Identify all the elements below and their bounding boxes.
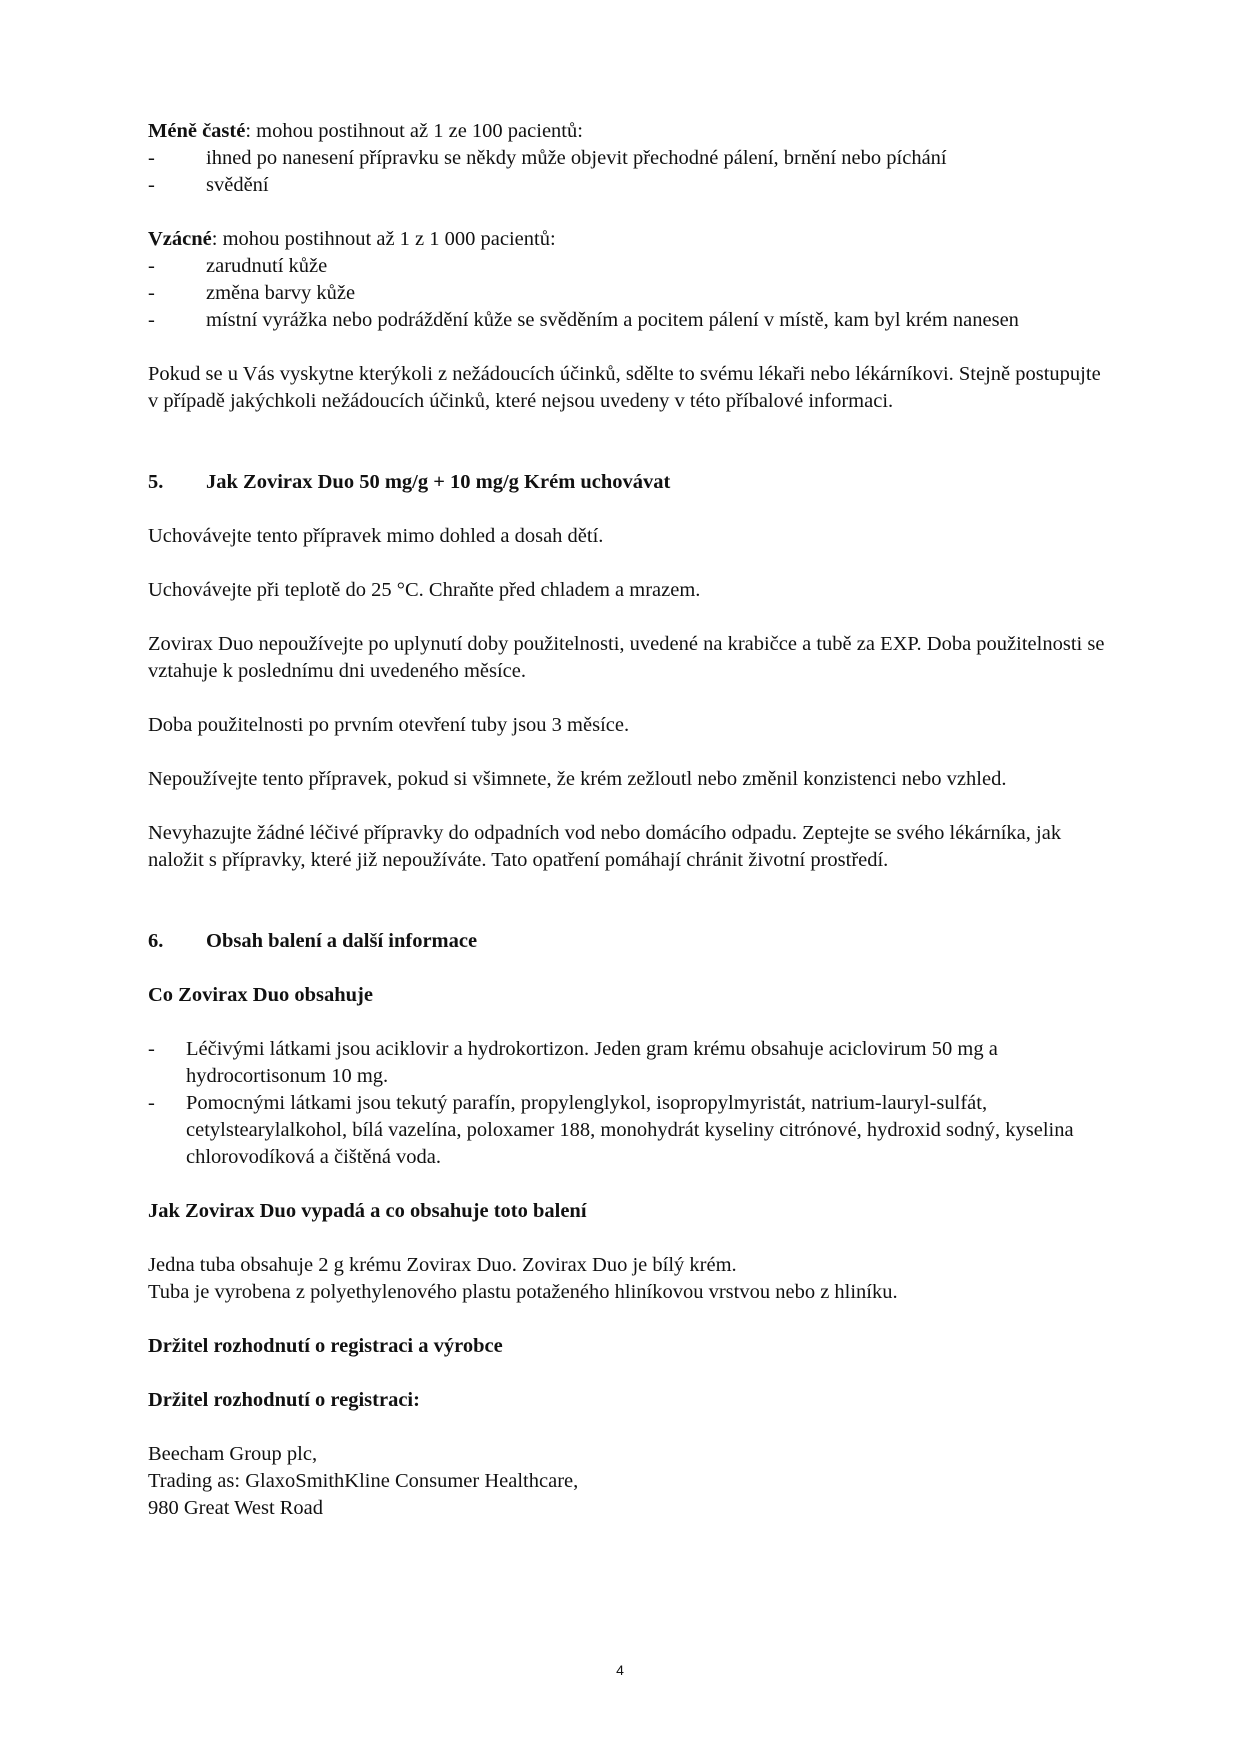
contents-heading: Co Zovirax Duo obsahuje: [148, 984, 373, 1006]
section5-heading: [148, 469, 1108, 496]
rare-text: : mohou postihnout až 1 z 1 000 pacientů:: [211, 228, 556, 250]
list-item-text: ihned po nanesení přípravku se někdy může objevit přechodné pálení, brnění nebo píchání: [206, 147, 947, 169]
section5-title: Jak Zovirax Duo 50 mg/g + 10 mg/g Krém uchovávat: [206, 471, 671, 493]
appearance-line: Jedna tuba obsahuje 2 g krému Zovirax Duo. Zovirax Duo je bílý krém.: [148, 1254, 737, 1276]
list-item: [148, 253, 1108, 280]
list-item-text: změna barvy kůže: [206, 282, 356, 304]
address-line: Beecham Group plc,: [148, 1443, 318, 1465]
page-number: 4: [616, 1662, 624, 1678]
appearance-heading: Jak Zovirax Duo vypadá a co obsahuje toto balení: [148, 1200, 587, 1222]
paragraph: Uchovávejte při teplotě do 25 °C. Chraňte před chladem a mrazem.: [148, 579, 701, 601]
appearance-line: Tuba je vyrobena z polyethylenového plastu potaženého hliníkovou vrstvou nebo z hliníku.: [148, 1281, 898, 1303]
section6-title: Obsah balení a další informace: [206, 930, 478, 952]
holder-subheading: Držitel rozhodnutí o registraci:: [148, 1389, 420, 1411]
uncommon-label: Méně časté: [148, 120, 246, 142]
list-item: [148, 280, 1108, 307]
list-item-text: svědění: [206, 174, 269, 196]
list-item: [148, 145, 1108, 172]
bullet-dash: -: [148, 1092, 155, 1114]
list-item-text: místní vyrážka nebo podráždění kůže se svěděním a pocitem pálení v místě, kam byl krém nanesen: [206, 309, 1019, 331]
paragraph: Doba použitelnosti po prvním otevření tuby jsou 3 měsíce.: [148, 714, 630, 736]
holder-heading: Držitel rozhodnutí o registraci a výrobce: [148, 1335, 503, 1357]
paragraph: Zovirax Duo nepoužívejte po uplynutí doby použitelnosti, uvedené na krabičce a tubě za EXP. Doba použitelnosti se vztahuje k poslednímu dni uvedeného měsíce.: [148, 633, 1105, 682]
section6-heading: [148, 928, 1108, 955]
section5-number: 5.: [148, 471, 164, 493]
address-line: 980 Great West Road: [148, 1497, 324, 1519]
list-item: [148, 172, 1108, 199]
bullet-dash: -: [148, 282, 155, 304]
address-line: Trading as: GlaxoSmithKline Consumer Healthcare,: [148, 1470, 579, 1492]
report-paragraph: Pokud se u Vás vyskytne kterýkoli z nežádoucích účinků, sdělte to svému lékaři nebo lékárníkovi. Stejně postupujte v případě jakýchkoli nežádoucích účinků, které nejsou uvedeny v této příbalové informaci.: [148, 363, 1101, 412]
rare-label: Vzácné: [148, 228, 212, 250]
bullet-dash: -: [148, 255, 155, 277]
paragraph: Nepoužívejte tento přípravek, pokud si všimnete, že krém zežloutl nebo změnil konzistenci nebo vzhled.: [148, 768, 1007, 790]
bullet-dash: -: [148, 1038, 155, 1060]
list-item-text: zarudnutí kůže: [206, 255, 328, 277]
uncommon-intro: [148, 118, 1108, 145]
section6-number: 6.: [148, 930, 164, 952]
list-item: [148, 307, 1108, 334]
list-item-text: Pomocnými látkami jsou tekutý parafín, propylenglykol, isopropylmyristát, natrium-lauryl-sulfát, cetylstearylalkohol, bílá vazelína, poloxamer 188, monohydrát kyseliny citrónové, hydroxid sodný, kyselina chlorovodíková a čištěná voda.: [186, 1092, 1074, 1168]
list-item: [148, 1036, 1108, 1090]
paragraph: Uchovávejte tento přípravek mimo dohled a dosah dětí.: [148, 525, 604, 547]
list-item: [148, 1090, 1108, 1171]
page-content: [148, 118, 1108, 1522]
bullet-dash: -: [148, 147, 155, 169]
uncommon-text: : mohou postihnout až 1 ze 100 pacientů:: [245, 120, 583, 142]
bullet-dash: -: [148, 174, 155, 196]
paragraph: Nevyhazujte žádné léčivé přípravky do odpadních vod nebo domácího odpadu. Zeptejte se svého lékárníka, jak naložit s přípravky, které již nepoužíváte. Tato opatření pomáhají chránit životní prostředí.: [148, 822, 1062, 871]
bullet-dash: -: [148, 309, 155, 331]
list-item-text: Léčivými látkami jsou aciklovir a hydrokortizon. Jeden gram krému obsahuje aciclovirum 50 mg a hydrocortisonum 10 mg.: [186, 1038, 998, 1087]
rare-intro: [148, 226, 1108, 253]
